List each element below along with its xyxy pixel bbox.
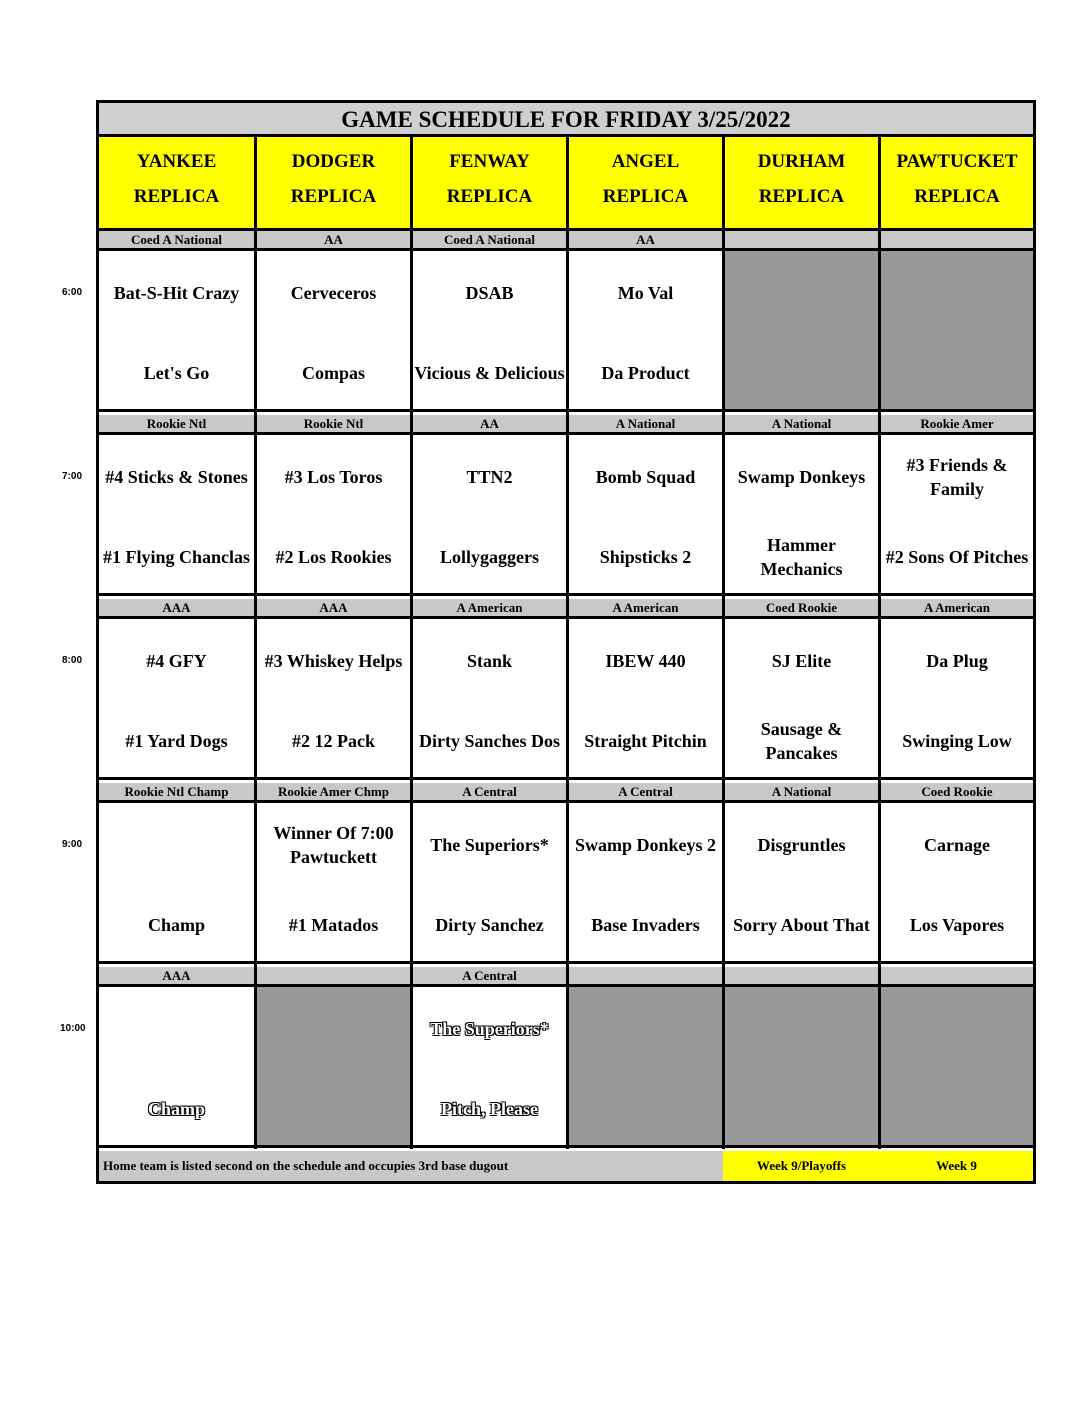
game-cell — [413, 987, 566, 1148]
field-header — [413, 137, 566, 231]
game-cell — [257, 251, 410, 412]
game-cell — [99, 987, 254, 1148]
game-cell — [413, 251, 566, 412]
home-team: Champ — [147, 1099, 205, 1119]
away-team: #4 Sticks & Stones — [105, 467, 248, 487]
away-team: #3 Whiskey Helps — [264, 651, 403, 671]
division-label: A American — [413, 599, 566, 619]
division-label — [569, 967, 722, 987]
game-cell — [569, 251, 722, 412]
division-label: Coed A National — [99, 231, 254, 251]
time-label-6: 6:00 — [62, 287, 83, 298]
column-divider — [878, 137, 881, 1149]
home-team: Sausage & Pancakes — [760, 719, 843, 763]
time-label-8: 8:00 — [62, 655, 83, 666]
empty-cell — [725, 987, 878, 1148]
empty-cell — [569, 987, 722, 1148]
home-team: Lollygaggers — [440, 547, 539, 567]
away-team: Disgruntles — [757, 835, 846, 855]
game-cell — [569, 619, 722, 780]
game-cell — [725, 435, 878, 596]
field-column-fenway — [413, 137, 566, 1148]
away-team: Stank — [466, 651, 513, 671]
field-type: REPLICA — [290, 186, 377, 207]
game-cell — [881, 619, 1033, 780]
home-team: Dirty Sanchez — [435, 915, 544, 935]
division-label: A Central — [413, 967, 566, 987]
field-type: REPLICA — [602, 186, 689, 207]
field-header — [257, 137, 410, 231]
field-type: REPLICA — [758, 186, 845, 207]
division-label: Rookie Ntl Champ — [99, 783, 254, 803]
field-column-pawtucket — [881, 137, 1033, 1148]
field-header — [569, 137, 722, 231]
game-cell — [413, 619, 566, 780]
home-team: Vicious & Delicious — [414, 363, 565, 383]
home-team: Dirty Sanches Dos — [418, 731, 560, 751]
field-type: REPLICA — [914, 186, 1000, 207]
game-cell — [569, 803, 722, 964]
time-label-10: 10:00 — [60, 1023, 86, 1034]
away-team: Swamp Donkeys — [737, 467, 866, 487]
empty-cell — [881, 987, 1033, 1148]
field-header — [99, 137, 254, 231]
empty-cell — [725, 251, 878, 412]
home-team: #1 Yard Dogs — [125, 731, 228, 751]
away-team: DSAB — [465, 283, 514, 303]
field-name: DURHAM — [757, 151, 846, 172]
away-team: Cerveceros — [290, 283, 377, 303]
division-label: A American — [881, 599, 1033, 619]
page-title: GAME SCHEDULE FOR FRIDAY 3/25/2022 — [99, 103, 1033, 137]
field-name: PAWTUCKET — [896, 151, 1018, 172]
game-cell — [413, 803, 566, 964]
time-label-9: 9:00 — [62, 839, 83, 850]
field-column-dodger — [257, 137, 410, 1148]
field-header — [881, 137, 1033, 231]
division-label: Rookie Ntl — [99, 415, 254, 435]
field-column-durham — [725, 137, 878, 1148]
division-label: AAA — [99, 967, 254, 987]
division-label — [725, 967, 878, 987]
division-label: Coed Rookie — [725, 599, 878, 619]
away-team: Winner Of 7:00 Pawtuckett — [273, 823, 394, 867]
division-label: A Central — [569, 783, 722, 803]
game-cell — [257, 803, 410, 964]
division-label: Rookie Amer — [881, 415, 1033, 435]
game-cell — [725, 803, 878, 964]
division-label: AAA — [257, 599, 410, 619]
home-team: Compas — [301, 363, 365, 383]
division-label — [881, 967, 1033, 987]
footer-note: Home team is listed second on the schedule and occupies 3rd base dugout — [99, 1151, 723, 1181]
division-label: A National — [569, 415, 722, 435]
division-label — [881, 231, 1033, 251]
game-cell — [881, 803, 1033, 964]
division-label: AAA — [99, 599, 254, 619]
division-label: A American — [569, 599, 722, 619]
game-cell — [99, 251, 254, 412]
field-name: YANKEE — [136, 151, 217, 172]
division-label: AA — [569, 231, 722, 251]
home-team: Shipsticks 2 — [599, 547, 692, 567]
away-team: #4 GFY — [146, 651, 207, 671]
footer-row — [99, 1151, 1033, 1181]
field-type: REPLICA — [446, 186, 533, 207]
division-label: Coed A National — [413, 231, 566, 251]
column-divider — [722, 137, 725, 1149]
home-team: #1 Matados — [288, 915, 379, 935]
home-team: Let's Go — [143, 363, 210, 383]
away-team: TTN2 — [466, 467, 513, 487]
field-name: FENWAY — [449, 151, 530, 172]
game-cell — [257, 619, 410, 780]
schedule-table — [96, 100, 1036, 1184]
field-type: REPLICA — [133, 186, 220, 207]
home-team: Hammer Mechanics — [760, 535, 843, 579]
field-column-angel — [569, 137, 722, 1148]
away-team: Bomb Squad — [595, 467, 696, 487]
game-cell — [99, 803, 254, 964]
away-team: Mo Val — [617, 283, 674, 303]
week-label-pawtucket: Week 9 — [880, 1151, 1033, 1181]
time-label-7: 7:00 — [62, 471, 83, 482]
field-header — [725, 137, 878, 231]
home-team: Sorry About That — [733, 915, 870, 935]
away-team: Da Plug — [926, 651, 988, 671]
empty-cell — [881, 251, 1033, 412]
empty-cell — [257, 987, 410, 1148]
away-team: Carnage — [924, 835, 990, 855]
game-cell — [725, 619, 878, 780]
column-divider — [566, 137, 569, 1149]
home-team: Swinging Low — [902, 731, 1012, 751]
away-team: IBEW 440 — [605, 651, 686, 671]
away-team: #3 Friends & Family — [906, 455, 1008, 499]
home-team: #2 12 Pack — [292, 731, 375, 751]
division-label — [725, 231, 878, 251]
game-cell — [881, 435, 1033, 596]
field-name: DODGER — [291, 151, 376, 172]
away-team — [99, 999, 254, 1059]
home-team: Champ — [147, 915, 205, 935]
home-team: Straight Pitchin — [584, 731, 707, 751]
away-team: Bat-S-Hit Crazy — [113, 283, 240, 303]
week-label-durham: Week 9/Playoffs — [723, 1151, 880, 1181]
division-label: A Central — [413, 783, 566, 803]
division-label: AA — [257, 231, 410, 251]
game-cell — [257, 435, 410, 596]
away-team: #3 Los Toros — [284, 467, 383, 487]
division-label: A National — [725, 415, 878, 435]
division-label: Rookie Ntl — [257, 415, 410, 435]
game-cell — [99, 619, 254, 780]
division-label — [257, 967, 410, 987]
away-team: Swamp Donkeys 2 — [574, 835, 717, 855]
home-team: Los Vapores — [909, 915, 1005, 935]
away-team: The Superiors* — [430, 835, 549, 855]
division-label: AA — [413, 415, 566, 435]
division-label: Coed Rookie — [881, 783, 1033, 803]
field-column-yankee — [99, 137, 254, 1148]
field-name: ANGEL — [611, 151, 680, 172]
game-cell — [413, 435, 566, 596]
column-divider — [254, 137, 257, 1149]
home-team: #2 Sons Of Pitches — [885, 547, 1029, 567]
game-cell — [99, 435, 254, 596]
division-label: Rookie Amer Chmp — [257, 783, 410, 803]
game-cell — [569, 435, 722, 596]
division-label: A National — [725, 783, 878, 803]
column-divider — [410, 137, 413, 1149]
home-team: Pitch, Please — [441, 1099, 538, 1119]
away-team: SJ Elite — [771, 651, 832, 671]
away-team: The Superiors* — [430, 1019, 549, 1039]
away-team — [99, 815, 254, 875]
home-team: Base Invaders — [591, 915, 700, 935]
home-team: Da Product — [601, 363, 690, 383]
home-team: #2 Los Rookies — [275, 547, 392, 567]
home-team: #1 Flying Chanclas — [102, 547, 251, 567]
